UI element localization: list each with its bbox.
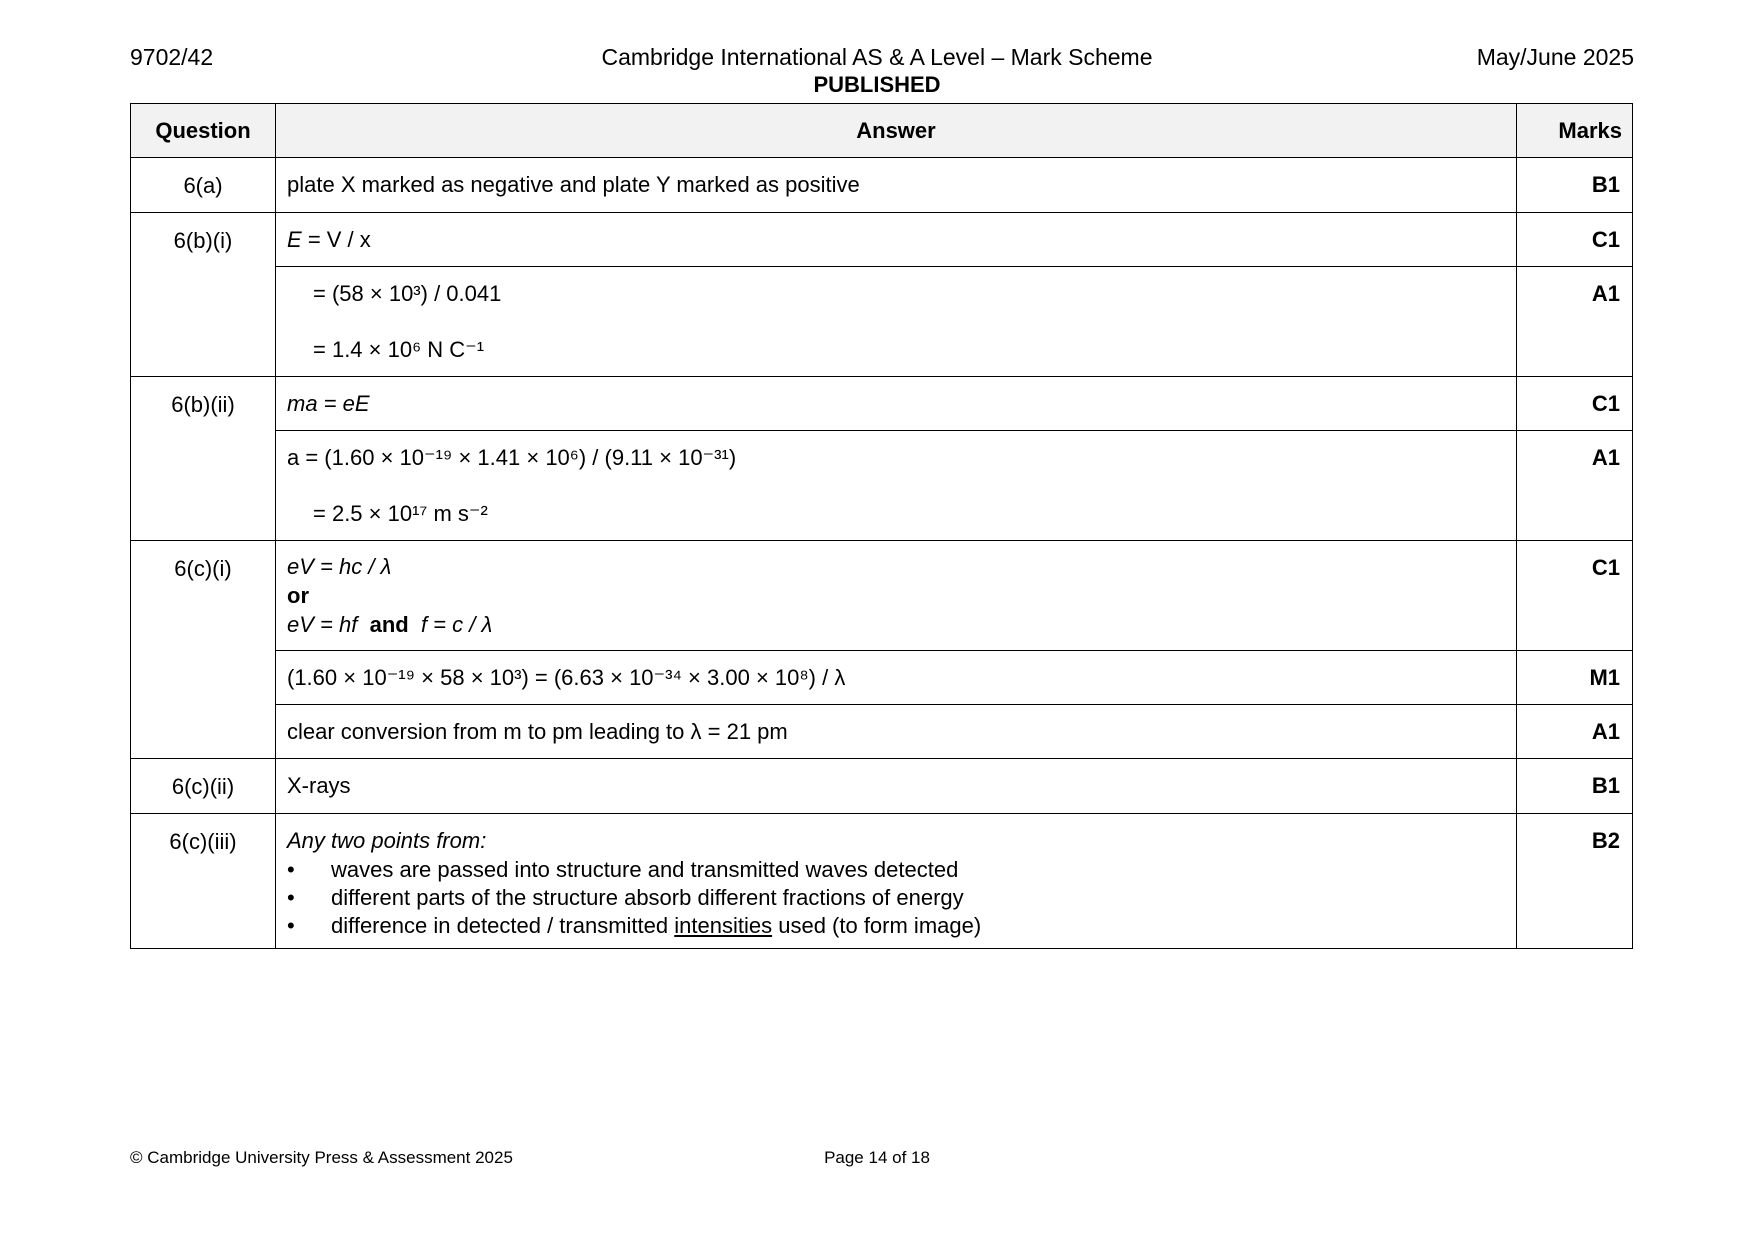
answer-text <box>276 541 1517 651</box>
mark-code: C1 <box>1517 213 1633 267</box>
answer-formula: = V / x <box>307 227 371 252</box>
paper-code: 9702/42 <box>130 44 214 70</box>
answer-formula: f = c / λ <box>420 612 493 637</box>
question-number: 6(a) <box>131 158 276 213</box>
answer-line: a = (1.60 × 10⁻¹⁹ × 1.41 × 10⁶) / (9.11 × 10⁻³¹) <box>287 445 737 470</box>
answer-line: = 1.4 × 10⁶ N C⁻¹ <box>313 337 485 362</box>
answer-connector: and <box>369 612 409 637</box>
mark-code: M1 <box>1517 651 1633 705</box>
bullet-icon: • <box>287 913 295 938</box>
answer-text <box>276 267 1517 377</box>
answer-points-list <box>287 856 1505 940</box>
copyright-notice: © Cambridge University Press & Assessment 2025 <box>130 1148 513 1167</box>
answer-line <box>287 610 1505 639</box>
mark-scheme-table <box>130 103 1633 949</box>
table-row <box>131 759 1633 814</box>
answer-line <box>287 552 1505 581</box>
document-title: Cambridge International AS & A Level – Mark Scheme <box>601 44 1153 70</box>
mark-code: B1 <box>1517 759 1633 814</box>
point-text: difference in detected / transmitted <box>331 913 669 938</box>
table-row <box>131 541 1633 651</box>
table-row <box>131 377 1633 431</box>
answer-text: X-rays <box>276 759 1517 814</box>
answer-text <box>276 377 1517 431</box>
mark-code: A1 <box>1517 267 1633 377</box>
answer-text <box>276 431 1517 541</box>
answer-text <box>276 705 1517 759</box>
mark-code: A1 <box>1517 431 1633 541</box>
list-item <box>287 856 1505 884</box>
point-text: waves are passed into structure and transmitted waves detected <box>331 857 959 882</box>
answer-formula: eV = hf <box>287 612 358 637</box>
question-number: 6(c)(i) <box>131 541 276 759</box>
table-row <box>131 651 1633 705</box>
mark-code: B1 <box>1517 158 1633 213</box>
exam-session: May/June 2025 <box>1476 44 1634 70</box>
published-label: PUBLISHED <box>813 72 941 97</box>
answer-text: (1.60 × 10⁻¹⁹ × 58 × 10³) = (6.63 × 10⁻³⁴ × 3.00 × 10⁸) / λ <box>276 651 1517 705</box>
bullet-icon: • <box>287 857 295 882</box>
mark-code: B2 <box>1517 814 1633 949</box>
column-header-marks: Marks <box>1517 104 1633 158</box>
question-number: 6(b)(i) <box>131 213 276 377</box>
answer-formula: eV = hc / λ <box>287 554 392 579</box>
page-number: Page 14 of 18 <box>824 1148 930 1167</box>
mark-code: C1 <box>1517 541 1633 651</box>
column-header-question: Question <box>131 104 276 158</box>
table-row <box>131 814 1633 949</box>
question-number: 6(c)(ii) <box>131 759 276 814</box>
answer-formula: ma = eE <box>287 391 370 416</box>
table-row <box>131 158 1633 213</box>
point-text: used (to form image) <box>778 913 982 938</box>
column-header-answer: Answer <box>276 104 1517 158</box>
answer-intro: Any two points from: <box>287 828 487 853</box>
table-row <box>131 705 1633 759</box>
question-number: 6(b)(ii) <box>131 377 276 541</box>
table-row <box>131 267 1633 377</box>
answer-connector: or <box>287 583 309 608</box>
answer-text <box>276 814 1517 949</box>
answer-text <box>276 213 1517 267</box>
underlined-keyword: intensities <box>674 913 773 938</box>
answer-result: λ = 21 pm <box>690 719 788 744</box>
answer-phrase: clear conversion from m to pm leading to <box>287 719 685 744</box>
table-row <box>131 213 1633 267</box>
list-item <box>287 912 1505 940</box>
answer-variable: E <box>287 227 302 252</box>
list-item <box>287 884 1505 912</box>
bullet-icon: • <box>287 885 295 910</box>
table-header-row <box>131 104 1633 158</box>
answer-line: = 2.5 × 10¹⁷ m s⁻² <box>313 501 488 526</box>
point-text: different parts of the structure absorb different fractions of energy <box>331 885 964 910</box>
question-number: 6(c)(iii) <box>131 814 276 949</box>
mark-code: C1 <box>1517 377 1633 431</box>
table-row <box>131 431 1633 541</box>
answer-line: = (58 × 10³) / 0.041 <box>313 281 502 306</box>
mark-code: A1 <box>1517 705 1633 759</box>
answer-text: plate X marked as negative and plate Y marked as positive <box>276 158 1517 213</box>
